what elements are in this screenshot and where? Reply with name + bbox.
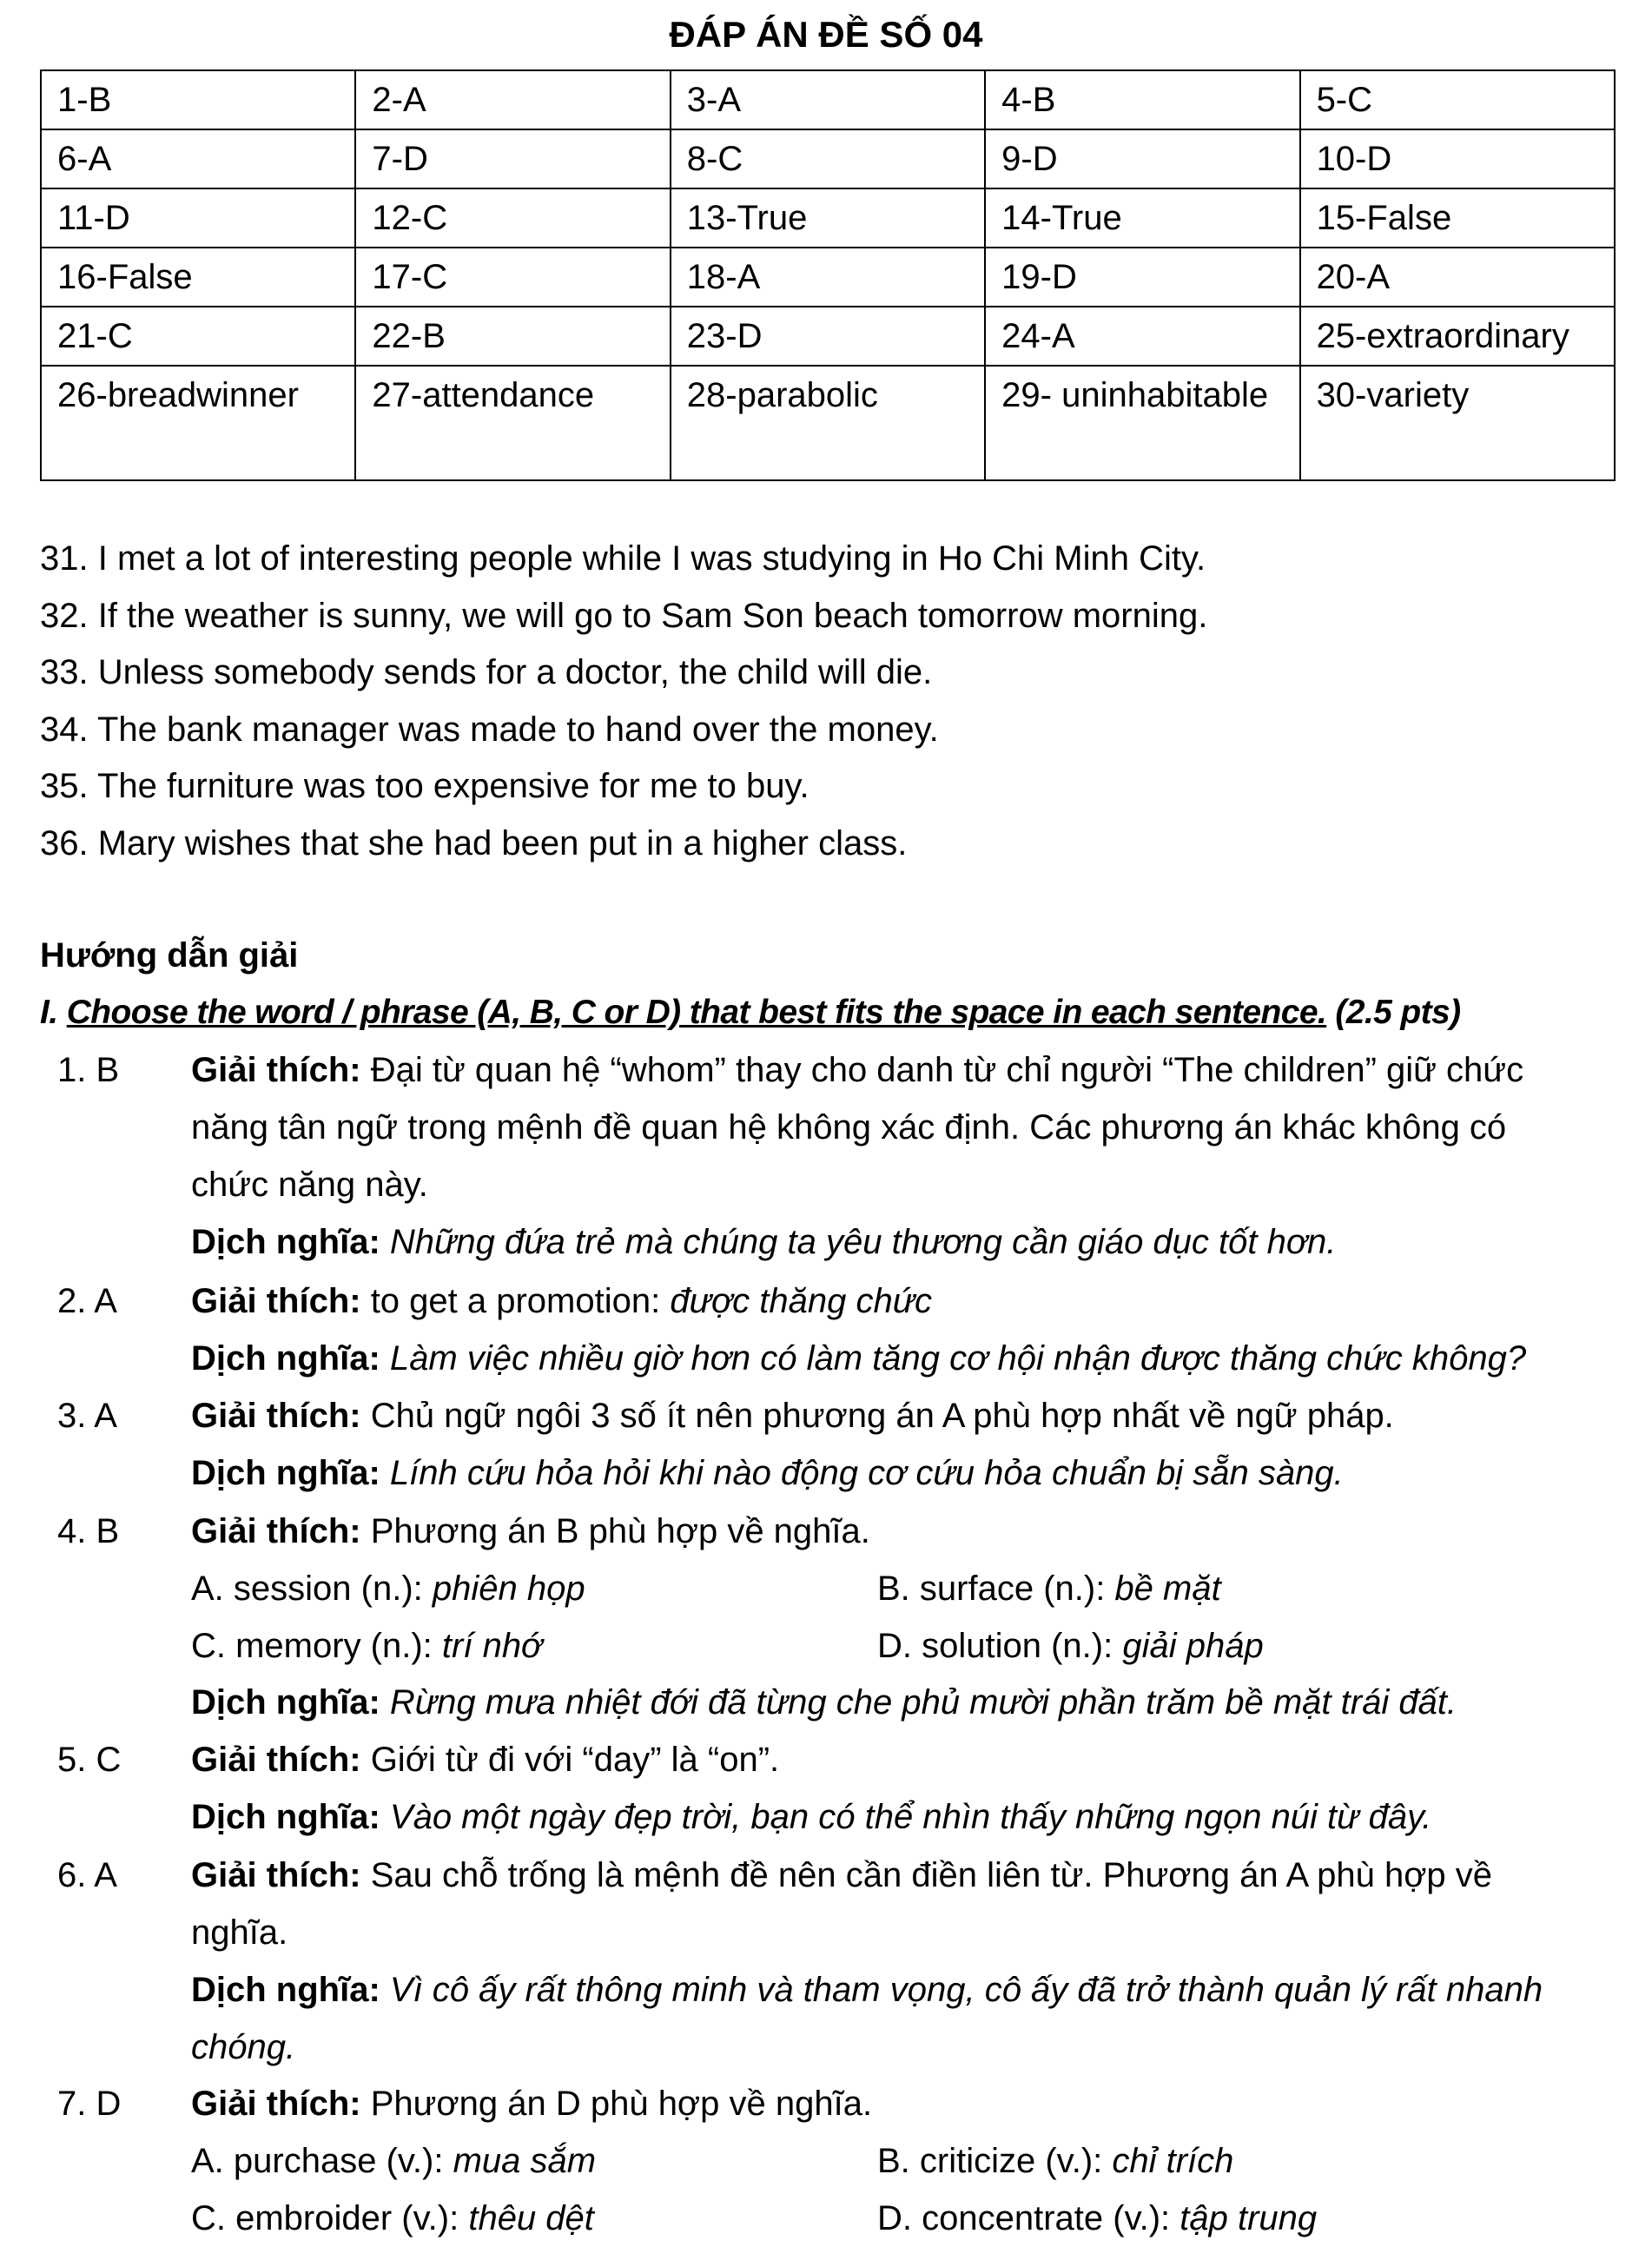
explain-label: Giải thích:	[191, 1741, 361, 1779]
sentence-answer: 33. Unless somebody sends for a doctor, the child will die.	[40, 653, 933, 691]
explain-label: Giải thích:	[191, 2085, 361, 2123]
option-list	[191, 1560, 1598, 1674]
option-meaning: tập trung	[1180, 2198, 1318, 2237]
question-answer: 3. A	[57, 1397, 117, 1435]
answer-cell: 14-True	[985, 188, 1299, 248]
translate-label: Dịch nghĩa:	[191, 1454, 380, 1492]
answer-cell: 19-D	[985, 248, 1299, 307]
explain-text: Giới từ đi với “day” là “on”.	[360, 1741, 780, 1779]
option-term: B. criticize (v.):	[877, 2142, 1113, 2180]
answer-cell: 4-B	[985, 70, 1299, 129]
explain-text: Chủ ngữ ngôi 3 số ít nên phương án A phù hợp nhất về ngữ pháp.	[360, 1397, 1394, 1435]
table-row	[41, 366, 1615, 480]
answer-cell: 25-extraordinary	[1300, 307, 1615, 366]
answer-cell: 12-C	[355, 188, 670, 248]
option-list	[191, 2132, 1598, 2246]
option-term: B. surface (n.):	[877, 1570, 1115, 1608]
explain-text: Đại từ quan hệ “whom” thay cho danh từ chỉ người “The children” giữ chức năng tân ngữ trong mệnh đề quan hệ không xác định. Các phương án khác không có chức năng này.	[191, 1051, 1524, 1204]
section-heading	[40, 984, 1629, 1041]
translate-label: Dịch nghĩa:	[191, 1683, 380, 1722]
answer-cell: 8-C	[671, 129, 985, 188]
answer-cell: 28-parabolic	[671, 366, 985, 480]
option-item	[877, 1560, 1572, 1617]
sentence-answer: 31. I met a lot of interesting people while I was studying in Ho Chi Minh City.	[40, 539, 1206, 578]
option-meaning: mua sắm	[453, 2142, 597, 2180]
answer-cell: 27-attendance	[355, 366, 670, 480]
explain-label: Giải thích:	[191, 1051, 361, 1089]
explain-text: Sau chỗ trống là mệnh đề nên cần điền liên từ. Phương án A phù hợp về nghĩa.	[191, 1856, 1493, 1952]
explanation-body	[191, 1503, 1598, 1731]
explanation-body	[191, 1731, 1598, 1846]
answer-cell: 22-B	[355, 307, 670, 366]
question-answer: 4. B	[57, 1512, 120, 1550]
answer-cell: 30-variety	[1300, 366, 1615, 480]
option-meaning: chỉ trích	[1112, 2142, 1234, 2180]
explain-label: Giải thích:	[191, 1512, 361, 1550]
option-item	[191, 1617, 877, 1675]
section-prefix: I.	[40, 994, 67, 1031]
explanation-body	[191, 1387, 1598, 1502]
question-answer: 2. A	[57, 1282, 117, 1320]
explanation-body	[191, 2075, 1598, 2246]
guide-heading: Hướng dẫn giải	[40, 936, 299, 975]
option-meaning: trí nhớ	[441, 1626, 543, 1665]
translate-text: Làm việc nhiều giờ hơn có làm tăng cơ hội nhận được thăng chức không?	[380, 1339, 1527, 1378]
option-meaning: bề mặt	[1114, 1570, 1221, 1608]
answer-cell: 17-C	[355, 248, 670, 307]
sentence-answer: 32. If the weather is sunny, we will go to Sam Son beach tomorrow morning.	[40, 596, 1208, 635]
answer-cell: 11-D	[41, 188, 355, 248]
translate-text: Lính cứu hỏa hỏi khi nào động cơ cứu hỏa chuẩn bị sẵn sàng.	[380, 1454, 1344, 1492]
explain-label: Giải thích:	[191, 1282, 361, 1320]
section-instruction: Choose the word / phrase (A, B, C or D) that best fits the space in each sentence.	[66, 994, 1327, 1031]
option-meaning: thêu dệt	[468, 2198, 594, 2237]
answer-cell: 2-A	[355, 70, 670, 129]
table-row	[41, 188, 1615, 248]
option-item	[877, 1617, 1572, 1675]
explain-text: to get a promotion:	[360, 1282, 671, 1320]
answer-cell: 10-D	[1300, 129, 1615, 188]
translate-text: Những đứa trẻ mà chúng ta yêu thương cần giáo dục tốt hơn.	[380, 1223, 1337, 1261]
option-item	[877, 2190, 1572, 2247]
sentence-answer: 35. The furniture was too expensive for me to buy.	[40, 767, 809, 805]
translate-text: Vào một ngày đẹp trời, bạn có thể nhìn thấy những ngọn núi từ đây.	[380, 1798, 1432, 1836]
question-answer: 5. C	[57, 1741, 122, 1779]
answer-cell: 26-breadwinner	[41, 366, 355, 480]
answer-cell: 16-False	[41, 248, 355, 307]
answer-cell: 23-D	[671, 307, 985, 366]
answer-cell: 6-A	[41, 129, 355, 188]
answer-key-table	[40, 69, 1616, 481]
table-row	[41, 307, 1615, 366]
explanation-body	[191, 1272, 1598, 1387]
option-item	[877, 2132, 1572, 2190]
option-meaning: giải pháp	[1122, 1626, 1264, 1665]
table-row	[41, 70, 1615, 129]
answer-cell: 29- uninhabitable	[985, 366, 1299, 480]
explanation-body	[191, 1847, 1598, 2076]
explain-text: Phương án D phù hợp về nghĩa.	[360, 2085, 873, 2123]
answer-cell: 21-C	[41, 307, 355, 366]
answer-cell: 13-True	[671, 188, 985, 248]
answer-cell: 9-D	[985, 129, 1299, 188]
explain-label: Giải thích:	[191, 1397, 361, 1435]
question-answer: 6. A	[57, 1856, 117, 1894]
option-meaning: phiên họp	[432, 1570, 585, 1608]
option-item	[191, 2132, 877, 2190]
explain-meaning: được thăng chức	[670, 1282, 933, 1320]
table-row	[41, 129, 1615, 188]
option-term: A. purchase (v.):	[191, 2142, 453, 2180]
translate-label: Dịch nghĩa:	[191, 1971, 380, 2009]
question-answer: 1. B	[57, 1051, 120, 1089]
option-term: A. session (n.):	[191, 1570, 433, 1608]
answer-cell: 15-False	[1300, 188, 1615, 248]
option-term: C. embroider (v.):	[191, 2198, 469, 2237]
translate-text: Vì cô ấy rất thông minh và tham vọng, cô ấy đã trở thành quản lý rất nhanh chóng.	[191, 1971, 1543, 2066]
page-title: ĐÁP ÁN ĐỀ SỐ 04	[669, 14, 983, 55]
answer-cell: 1-B	[41, 70, 355, 129]
answer-cell: 3-A	[671, 70, 985, 129]
answer-cell: 20-A	[1300, 248, 1615, 307]
question-answer: 7. D	[57, 2085, 122, 2123]
rewrite-answers	[40, 530, 1603, 871]
option-term: D. concentrate (v.):	[877, 2198, 1180, 2237]
translate-label: Dịch nghĩa:	[191, 1223, 380, 1261]
explain-text: Phương án B phù hợp về nghĩa.	[360, 1512, 870, 1550]
answer-cell: 7-D	[355, 129, 670, 188]
sentence-answer: 34. The bank manager was made to hand over the money.	[40, 710, 939, 749]
explain-label: Giải thích:	[191, 1856, 361, 1894]
translate-label: Dịch nghĩa:	[191, 1798, 380, 1836]
explanation-body	[191, 1041, 1598, 1271]
answer-cell: 24-A	[985, 307, 1299, 366]
translate-text: Rừng mưa nhiệt đới đã từng che phủ mười phần trăm bề mặt trái đất.	[380, 1683, 1457, 1722]
sentence-answer: 36. Mary wishes that she had been put in a higher class.	[40, 823, 908, 862]
section-points: (2.5 pts)	[1326, 994, 1461, 1031]
option-item	[191, 2190, 877, 2247]
answer-cell: 18-A	[671, 248, 985, 307]
table-row	[41, 248, 1615, 307]
translate-label: Dịch nghĩa:	[191, 1339, 380, 1378]
option-term: D. solution (n.):	[877, 1626, 1123, 1665]
answer-cell: 5-C	[1300, 70, 1615, 129]
option-item	[191, 1560, 877, 1617]
option-term: C. memory (n.):	[191, 1626, 442, 1665]
